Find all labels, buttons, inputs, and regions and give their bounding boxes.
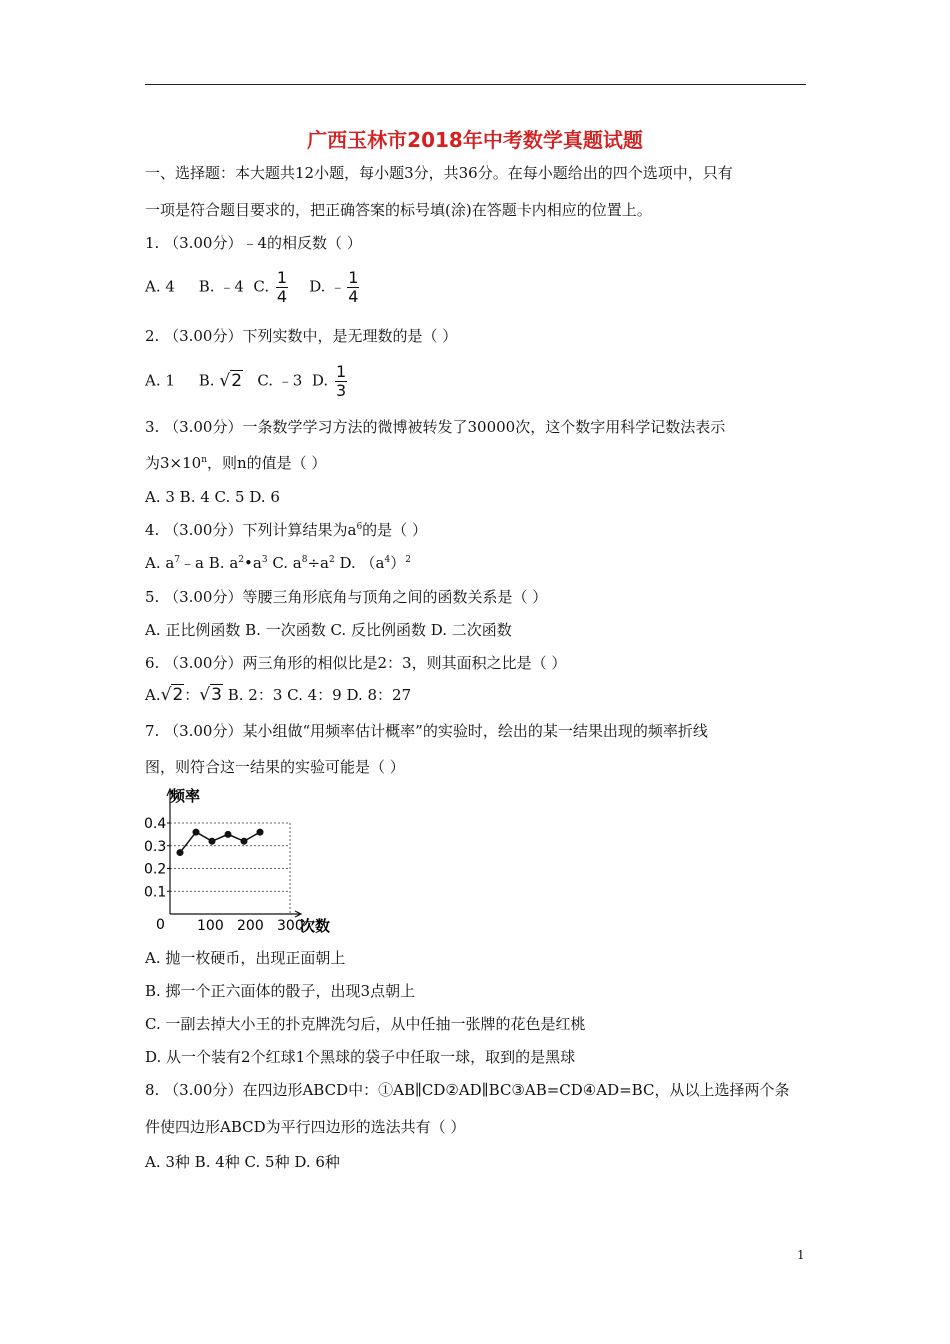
chart-series bbox=[177, 829, 264, 856]
chart-data-point bbox=[177, 849, 184, 856]
page-number: 1 bbox=[797, 1248, 805, 1262]
question-7-option-d: D. 从一个装有2个红球1个黑球的袋子中任取一球，取到的是黑球 bbox=[145, 1048, 576, 1066]
q2-option-b: B. bbox=[198, 371, 215, 390]
question-2-options bbox=[145, 364, 349, 399]
q2-option-d: D. bbox=[311, 371, 329, 390]
chart-x-tick-label: 100 bbox=[197, 918, 224, 934]
question-8-options: A. 3种 B. 4种 C. 5种 D. 6种 bbox=[145, 1153, 340, 1171]
question-1-options bbox=[145, 270, 361, 305]
chart-series-line bbox=[180, 832, 260, 852]
chart-data-point bbox=[257, 829, 264, 836]
chart-tick-labels bbox=[144, 816, 304, 934]
q2-option-b-sqrt: √2 bbox=[219, 370, 243, 391]
q6-sqrt-3: √3 bbox=[199, 685, 222, 705]
question-5-options: A. 正比例函数 B. 一次函数 C. 反比例函数 D. 二次函数 bbox=[145, 621, 512, 639]
chart-y-tick-label: 0 bbox=[156, 917, 165, 933]
q1-option-d-fraction: $\frac{1}{4}$ bbox=[348, 268, 359, 306]
q1-option-b: B. ﹣4 bbox=[198, 277, 244, 296]
chart-data-point bbox=[241, 838, 248, 845]
question-2-stem: 2. （3.00分）下列实数中，是无理数的是（ ） bbox=[145, 327, 458, 345]
chart-y-tick-label: 0.2 bbox=[144, 861, 167, 878]
question-7-option-a: A. 抛一枚硬币，出现正面朝上 bbox=[145, 949, 346, 967]
q2-option-a: A. 1 bbox=[145, 371, 175, 390]
question-3-line1: 3. （3.00分）一条数学学习方法的微博被转发了30000次，这个数字用科学记数法表示 bbox=[145, 418, 726, 436]
q6-sqrt-2: √2 bbox=[160, 685, 184, 705]
section-instructions-line1: 一、选择题：本大题共12小题，每小题3分，共36分。在每小题给出的四个选项中，只有 bbox=[145, 164, 733, 182]
question-7-option-b: B. 掷一个正六面体的骰子，出现3点朝上 bbox=[145, 982, 416, 1000]
header-rule bbox=[145, 84, 806, 85]
question-4-stem: 4. （3.00分）下列计算结果为$a^6$的是（ ） bbox=[145, 521, 427, 539]
chart-axes bbox=[167, 789, 301, 917]
question-8-line2: 件使四边形ABCD为平行四边形的选法共有（ ） bbox=[145, 1118, 466, 1136]
chart-data-point bbox=[193, 829, 200, 836]
frequency-line-chart bbox=[140, 783, 340, 939]
q2-option-d-fraction: $\frac{1}{3}$ bbox=[335, 362, 347, 400]
chart-y-tick-label: 0.4 bbox=[144, 816, 167, 832]
question-6-stem: 6. （3.00分）两三角形的相似比是2：3，则其面积之比是（ ） bbox=[145, 654, 567, 672]
section-instructions-line2: 一项是符合题目要求的，把正确答案的标号填(涂)在答题卡内相应的位置上。 bbox=[145, 201, 652, 219]
question-3-line2: 为$3\times 10^n$，则n的值是（ ） bbox=[145, 454, 327, 472]
chart-x-axis-label: 次数 bbox=[300, 917, 331, 935]
chart-x-tick-label: 200 bbox=[237, 918, 264, 934]
question-4-options: A. $a^7﹣a$ B. $a^2•a^3$ C. $a^8\div a^2$ D. $(a^4)^2$ bbox=[145, 554, 411, 572]
q1-option-a: A. 4 bbox=[145, 277, 175, 296]
chart-y-tick-label: 0.1 bbox=[144, 884, 167, 901]
q2-option-c: C. ﹣3 bbox=[257, 371, 303, 390]
chart-y-tick-label: 0.3 bbox=[144, 838, 167, 855]
chart-data-point bbox=[225, 831, 232, 838]
chart-data-point bbox=[209, 838, 216, 845]
q1-option-c-fraction: $\frac{1}{4}$ bbox=[276, 268, 288, 306]
question-5-stem: 5. （3.00分）等腰三角形底角与顶角之间的函数关系是（ ） bbox=[145, 588, 548, 606]
q1-option-d: D. ﹣ bbox=[309, 277, 346, 296]
chart-y-axis-label: 频率 bbox=[170, 787, 201, 805]
question-7-line1: 7. （3.00分）某小组做“用频率估计概率”的实验时，绘出的某一结果出现的频率折线 bbox=[145, 722, 708, 740]
question-7-line2: 图，则符合这一结果的实验可能是（ ） bbox=[145, 758, 405, 776]
question-6-options: A.√2：√3 B. 2：3 C. 4：9 D. 8：27 bbox=[145, 685, 412, 705]
q1-option-c: C. bbox=[253, 277, 270, 296]
question-7-option-c: C. 一副去掉大小王的扑克牌洗匀后，从中任抽一张牌的花色是红桃 bbox=[145, 1015, 586, 1033]
question-8-line1: 8. （3.00分）在四边形ABCD中：①AB∥CD②AD∥BC③AB=CD④AD=BC，从以上选择两个条 bbox=[145, 1081, 790, 1099]
chart-x-tick-label: 300 bbox=[277, 918, 304, 934]
page-title: 广西玉林市2018年中考数学真题试题 bbox=[307, 128, 643, 152]
question-1-stem: 1. （3.00分）﹣4的相反数（ ） bbox=[145, 234, 362, 252]
question-3-options: A. 3 B. 4 C. 5 D. 6 bbox=[145, 488, 280, 506]
